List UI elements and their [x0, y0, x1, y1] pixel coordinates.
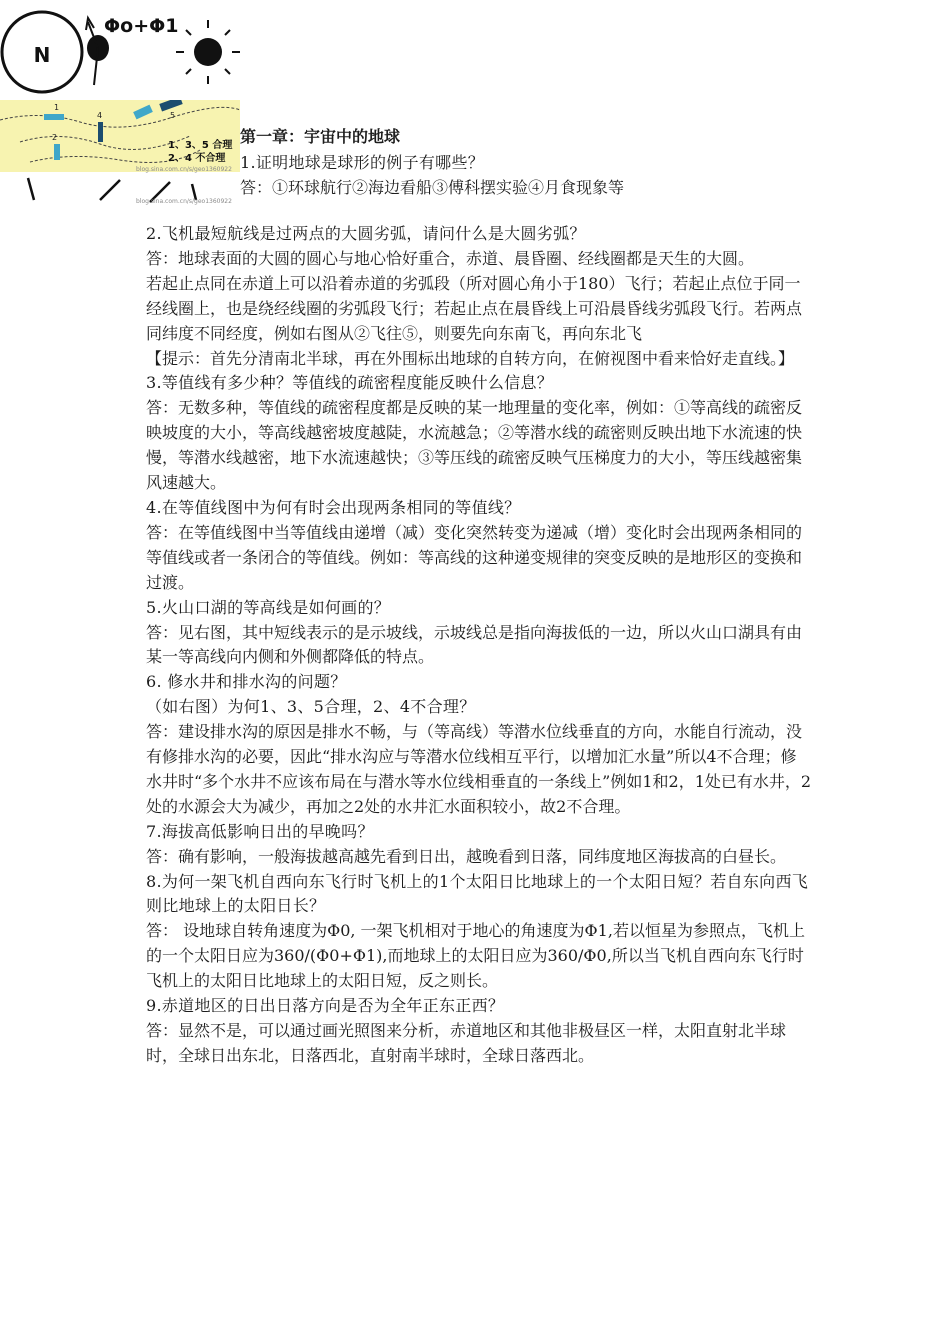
answer-3: 答：无数多种，等值线的疏密程度都是反映的某一地理量的变化率，例如：①等高线的疏密反映坡度的大小，等高线越密坡度越陡，水流越急；②等潜水线的疏密则反映出地下水流速的快慢，等潜水线越密，地下水流速越快；③等压线的疏密反映气压梯度力的大小，等压线越密集风速越大。	[146, 398, 803, 493]
well-1	[44, 114, 64, 120]
question-6: 6. 修水井和排水沟的问题？	[146, 672, 347, 692]
answer-5: 答：见右图，其中短线表示的是示坡线，示坡线总是指向海拔低的一边，所以火山口湖具有由某一等高线向内侧和外侧都降低的特点。	[146, 622, 803, 667]
earth-sun-figure	[0, 0, 250, 110]
watermark-top: blog.sina.com.cn/s/geo1360922	[136, 166, 232, 173]
answer-2a: 答：地球表面的大圆的圆心与地心恰好重合，赤道、晨昏圈、经线圈都是天生的大圆。	[146, 248, 755, 268]
legend-unreasonable: 2、4 不合理	[168, 153, 226, 164]
well-2	[54, 144, 60, 160]
watermark-bottom: blog.sina.com.cn/s/geo1360922	[136, 198, 232, 205]
answer-9: 答：显然不是，可以通过画光照图来分析，赤道地区和其他非极昼区一样，太阳直射北半球时，全球日出东北，日落西北，直射南半球时，全球日落西北。	[146, 1021, 787, 1065]
hint-2: 【提示：首先分清南北半球，再在外围标出地球的自转方向，在俯视图中看来恰好走直线。】	[146, 348, 795, 368]
question-1: 1.证明地球是球形的例子有哪些？	[240, 153, 485, 172]
legend-reasonable: 1、3、5 合理	[168, 140, 233, 151]
chapter-title: 第一章：宇宙中的地球	[240, 127, 401, 146]
question-4: 4.在等值线图中为何有时会出现两条相同的等值线？	[146, 497, 521, 517]
question-3: 3.等值线有多少种？等值线的疏密程度能反映什么信息？	[146, 373, 554, 393]
answer-7: 答：确有影响，一般海拔越高越先看到日出，越晚看到日落，同纬度地区海拔高的白昼长。	[146, 846, 787, 866]
sun-icon	[176, 20, 240, 84]
map-label-2: 2	[52, 133, 58, 142]
question-8: 8.为何一架飞机自西向东飞行时飞机上的1个太阳日比地球上的一个太阳日短？若自东向西飞则比地球上的太阳日长？	[146, 871, 809, 916]
well-ditch-map	[0, 100, 240, 210]
answer-1: 答：①环球航行②海边看船③傅科摆实验④月食现象等	[240, 178, 625, 197]
answer-8: 答： 设地球自转角速度为Φ0, 一架飞机相对于地心的角速度为Φ1,若以恒星为参照点，飞机上的一个太阳日应为360/(Φ0+Φ1),而地球上的太阳日应为360/Φ0,所以当飞机自西向东飞行时飞机上的太阳日比地球上的太阳日短，反之则长。	[146, 921, 805, 991]
map-label-5: 5	[170, 111, 176, 120]
answer-2b: 若起止点同在赤道上可以沿着赤道的劣弧段（所对圆心角小于180）飞行；若起止点位于同一经线圈上，也是绕经线圈的劣弧段飞行；若起止点在晨昏线上可沿晨昏线劣弧段飞行。若两点同纬度不同经度，例如右图从②飞往⑤，则要先向东南飞，再向东北飞	[146, 273, 803, 343]
question-9: 9.赤道地区的日出日落方向是否为全年正东正西？	[146, 996, 505, 1016]
question-5: 5.火山口湖的等高线是如何画的？	[146, 597, 391, 617]
question-6-sub: （如右图）为何1、3、5合理，2、4不合理？	[146, 697, 476, 717]
qa-body	[146, 222, 812, 1069]
question-7: 7.海拔高低影响日出的早晚吗？	[146, 821, 374, 841]
question-2: 2.飞机最短航线是过两点的大圆劣弧，请问什么是大圆劣弧？	[146, 224, 586, 243]
answer-6: 答：建设排水沟的原因是排水不畅，与（等高线）等潜水位线垂直的方向，水能自行流动，没有修排水沟的必要，因此“排水沟应与等潜水位线相互平行，以增加汇水量”所以4不合理；修水井时“多个水井不应该布局在与潜水等水位线相垂直的一条线上”例如1和2，1处已有水井，2处的水源会大为减少，再加之2处的水井汇水面积较小，故2不合理。	[146, 722, 812, 816]
answer-4: 答：在等值线图中当等值线由递增（减）变化突然转变为递减（增）变化时会出现两条相同的等值线或者一条闭合的等值线。例如：等高线的这种递变规律的突变反映的是地形区的变换和过渡。	[146, 522, 803, 592]
map-label-4: 4	[97, 111, 103, 120]
map-label-1: 1	[54, 103, 60, 112]
north-label: N	[33, 43, 51, 67]
ditch-4	[98, 122, 103, 142]
omega-formula: Φo+Φ1	[104, 15, 179, 37]
